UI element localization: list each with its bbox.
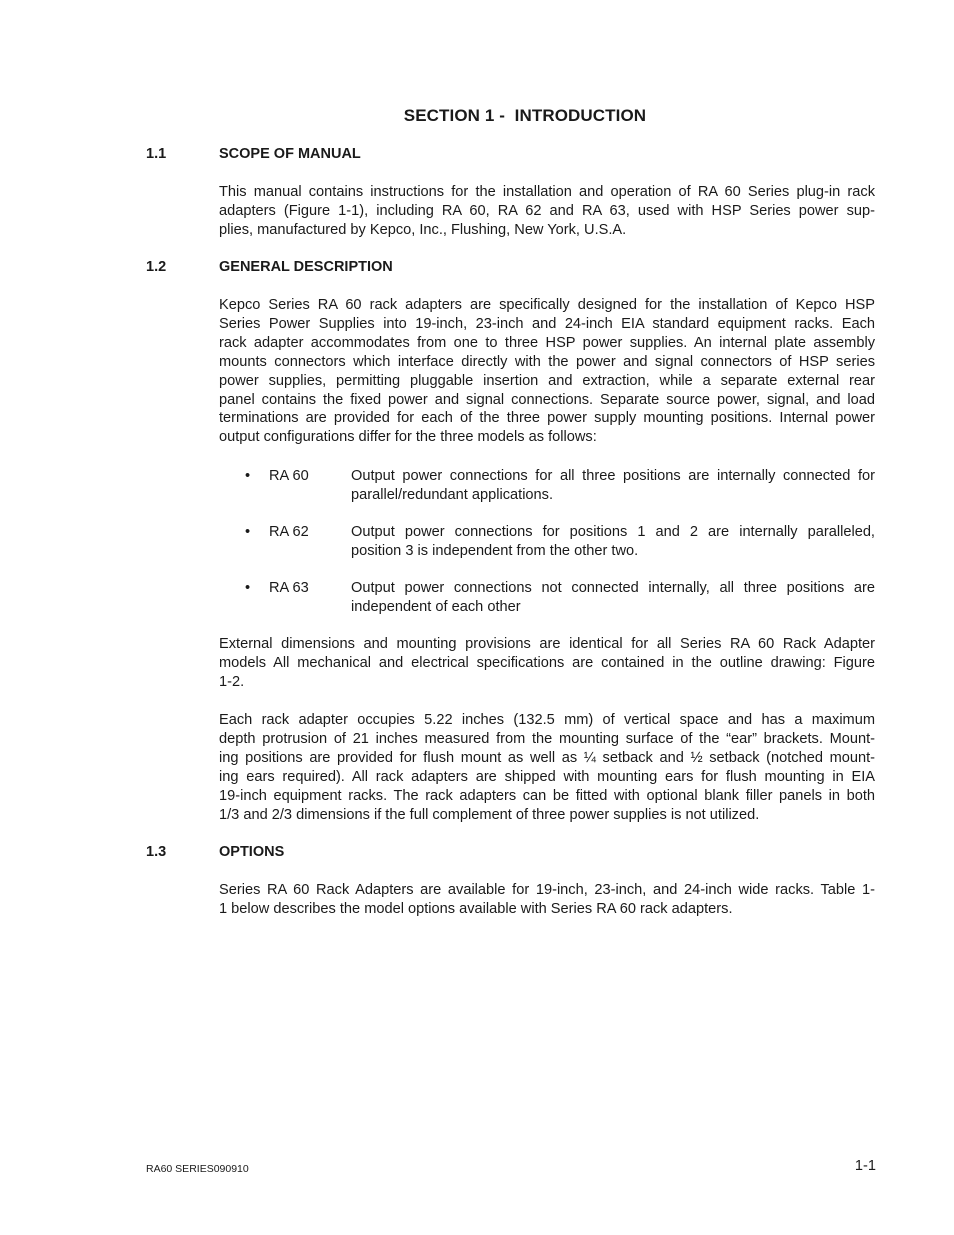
footer-page-number: 1-1	[854, 1158, 876, 1174]
model-description	[351, 467, 875, 505]
model-name: RA 62	[269, 524, 309, 540]
text-line: 1 below describes the model options available with Series RA 60 rack adapters.	[219, 900, 733, 917]
model-description	[351, 523, 875, 561]
text-line: mounts connectors which interface directly with the power and signal connectors of HSP series	[219, 353, 875, 370]
text-line: position 3 is independent from the other two.	[351, 542, 639, 559]
text-line: Series RA 60 Rack Adapters are available for 19-inch, 23-inch, and 24-inch wide racks. Table 1-	[219, 882, 875, 898]
text-line: 1/3 and 2/3 dimensions if the full complement of three power supplies is not utilized.	[219, 806, 760, 823]
text-line: independent of each other	[351, 598, 521, 615]
text-line: External dimensions and mounting provisions are identical for all Series RA 60 Rack Adapter	[219, 636, 875, 652]
heading-scope-of-manual	[146, 146, 361, 162]
text-line: Series Power Supplies into 19-inch, 23-inch and 24-inch EIA standard equipment racks. Each	[219, 315, 875, 332]
model-name: RA 60	[269, 468, 309, 484]
text-line: power supplies, permitting pluggable insertion and extraction, while a separate external rear	[219, 372, 875, 389]
heading-title: SCOPE OF MANUAL	[219, 146, 361, 162]
model-description	[351, 579, 875, 617]
text-line: 1-2.	[219, 673, 245, 690]
text-line: Output power connections for all three positions are internally connected for	[351, 468, 875, 484]
footer-document-id: RA60 SERIES090910	[146, 1163, 249, 1175]
bullet-marker: •	[245, 524, 251, 540]
heading-number: 1.2	[146, 259, 167, 275]
paragraph-dimensions	[219, 635, 875, 692]
text-line: ing ears required). All rack adapters are shipped with mounting ears for flush mounting in EIA	[219, 768, 875, 785]
heading-title: OPTIONS	[219, 844, 285, 860]
model-name: RA 63	[269, 580, 309, 596]
text-line: Each rack adapter occupies 5.22 inches (132.5 mm) of vertical space and has a maximum	[219, 712, 875, 728]
paragraph-general-description	[219, 296, 875, 447]
text-line: depth protrusion of 21 inches measured from the mounting surface of the “ear” brackets. Mount-	[219, 730, 875, 747]
heading-general-description	[146, 259, 393, 275]
text-line: Output power connections for positions 1 and 2 are internally paralleled,	[351, 524, 875, 540]
text-line: panel contains the fixed power and signal connections. Separate source power, signal, and load	[219, 391, 875, 408]
text-line: output configurations differ for the three models as follows:	[219, 429, 597, 446]
bullet-marker: •	[245, 580, 251, 596]
text-line: Output power connections not connected internally, all three positions are	[351, 580, 875, 596]
paragraph-options	[219, 881, 875, 919]
text-line: plies, manufactured by Kepco, Inc., Flushing, New York, U.S.A.	[219, 221, 627, 238]
heading-number: 1.3	[146, 844, 167, 860]
text-line: This manual contains instructions for the installation and operation of RA 60 Series plug-in rack	[219, 184, 875, 200]
bullet-marker: •	[245, 468, 251, 484]
text-line: 19-inch equipment racks. The rack adapters can be fitted with optional blank filler panels in both	[219, 787, 875, 804]
text-line: rack adapter accommodates from one to three HSP power supplies. An internal plate assembly	[219, 334, 875, 351]
text-line: ing positions are provided for flush mount as well as ¼ setback and ½ setback (notched mount-	[219, 749, 875, 766]
text-line: models All mechanical and electrical specifications are contained in the outline drawing: Figure	[219, 654, 875, 671]
paragraph-scope	[219, 183, 875, 240]
heading-number: 1.1	[146, 146, 167, 162]
heading-title: GENERAL DESCRIPTION	[219, 259, 393, 275]
text-line: parallel/redundant applications.	[351, 486, 554, 503]
heading-options	[146, 844, 284, 860]
text-line: adapters (Figure 1-1), including RA 60, RA 62 and RA 63, used with HSP Series power sup-	[219, 202, 875, 219]
text-line: terminations are provided for each of the three power supply mounting positions. Internal power	[219, 410, 875, 427]
paragraph-mounting	[219, 711, 875, 824]
text-line: Kepco Series RA 60 rack adapters are specifically designed for the installation of Kepco HSP	[219, 297, 875, 313]
section-title: SECTION 1 - INTRODUCTION	[403, 106, 647, 125]
